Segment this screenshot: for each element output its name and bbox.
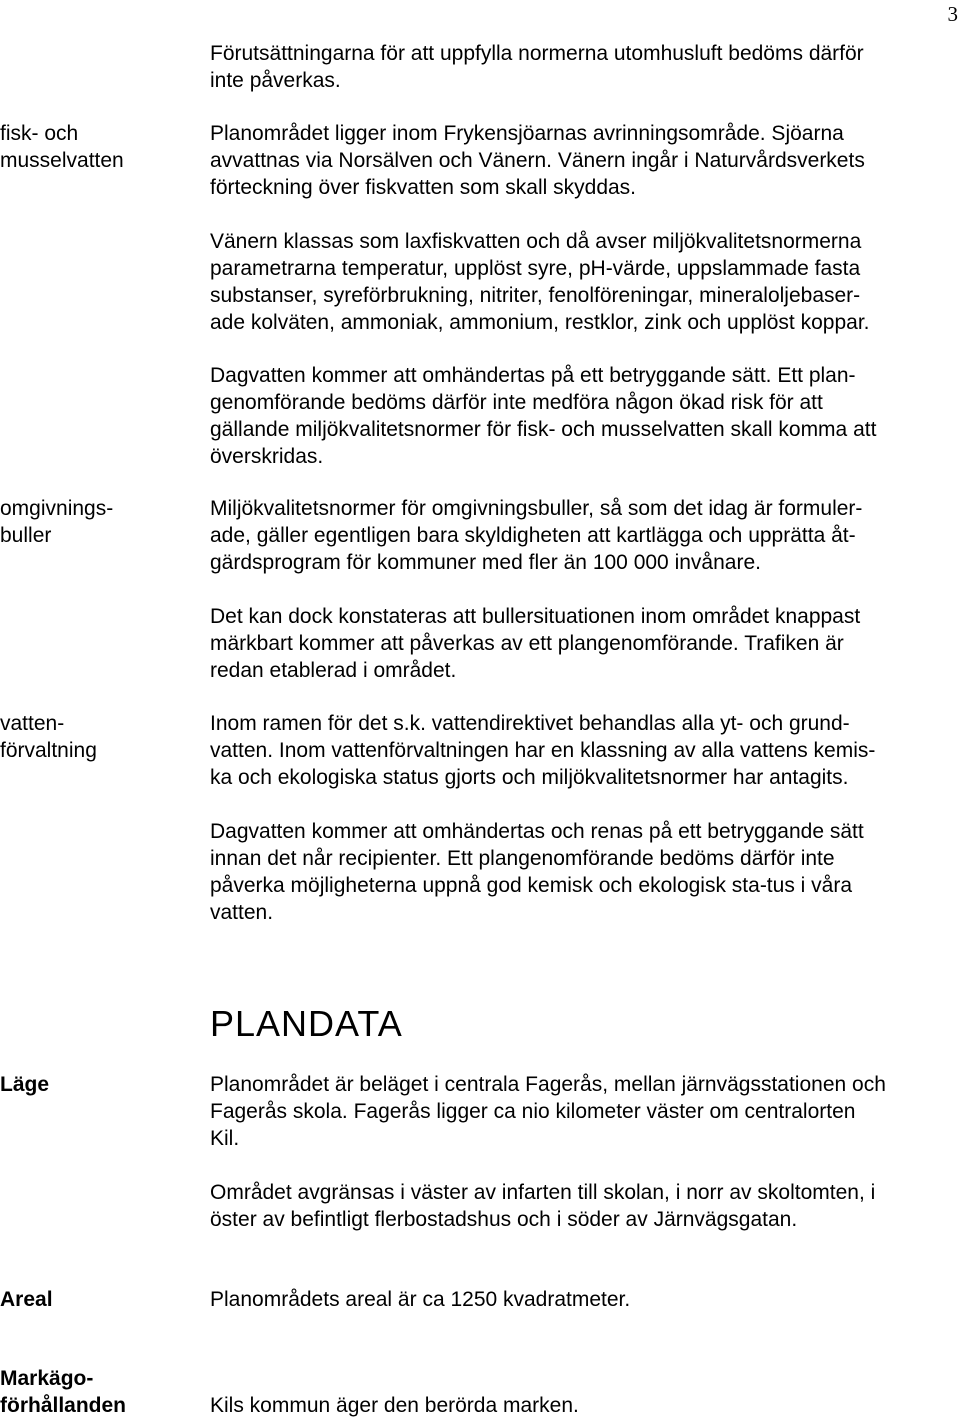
noise-paragraph-2: Det kan dock konstateras att bullersituationen inom området knappast märkbart kommer att påverkas av ett plangenomförande. Trafiken är redan etablerad i området. (210, 605, 861, 682)
fish-water-paragraph-2: Vänern klassas som laxfiskvatten och då avser miljökvalitetsnormerna parametrarna temperatur, upplöst syre, pH-värde, uppslammade fasta substanser, syreförbrukning, nitriter, fenolföreningar, mineraloljebaser- ade kolväten, ammoniak, ammonium, restklor, zink och upplöst koppar. (210, 230, 870, 334)
page-number: 3 (947, 2, 958, 26)
ownership-label: Markägo- förhållanden (0, 1367, 127, 1417)
water-management-paragraph-1: Inom ramen för det s.k. vattendirektivet behandlas alla yt- och grund- vatten. Inom vattenförvaltningen har en klassning av alla vattens kemis- ka och ekologiska status gjorts och miljökvalitetsnormer har antagits. (210, 712, 876, 789)
fish-water-label: fisk- och musselvatten (0, 122, 124, 172)
location-label: Läge (0, 1073, 50, 1096)
plandata-heading: PLANDATA (210, 1003, 403, 1044)
location-paragraph-2: Området avgränsas i väster av infarten till skolan, i norr av skoltomten, i öster av befintligt flerbostadshus och i söder av Järnvägsgatan. (210, 1181, 876, 1231)
location-paragraph-1: Planområdet är beläget i centrala Fagerås, mellan järnvägsstationen och Fagerås skola. Fagerås ligger ca nio kilometer väster om centralorten Kil. (210, 1073, 886, 1150)
fish-water-paragraph-1: Planområdet ligger inom Frykensjöarnas avrinningsområde. Sjöarna avvattnas via Norsälven och Vänern. Vänern ingår i Naturvårdsverkets förteckning över fiskvatten som skall skyddas. (210, 122, 865, 199)
water-management-label: vatten- förvaltning (0, 712, 97, 762)
area-paragraph: Planområdets areal är ca 1250 kvadratmeter. (210, 1288, 631, 1311)
fish-water-paragraph-3: Dagvatten kommer att omhändertas på ett betryggande sätt. Ett plan- genomförande bedöms därför inte medföra någon ökad risk för att gällande miljökvalitetsnormer för fisk- och musselvatten skall komma att överskridas. (210, 364, 877, 468)
water-management-paragraph-2: Dagvatten kommer att omhändertas och renas på ett betryggande sätt innan det når recipienter. Ett plangenomförande bedöms därför inte påverka möjligheterna uppnå god kemisk och ekologisk sta-tus i våra vatten. (210, 820, 864, 924)
intro-paragraph: Förutsättningarna för att uppfylla normerna utomhusluft bedöms därför inte påverkas. (210, 42, 864, 92)
noise-label: omgivnings- buller (0, 497, 114, 547)
area-label: Areal (0, 1288, 53, 1311)
noise-paragraph-1: Miljökvalitetsnormer för omgivningsbuller, så som det idag är formuler- ade, gäller egentligen bara skyldigheten att kartlägga och upprätta åt- gärdsprogram för kommuner med fler än 100 000 invånare. (210, 497, 863, 574)
ownership-paragraph: Kils kommun äger den berörda marken. (210, 1394, 579, 1417)
